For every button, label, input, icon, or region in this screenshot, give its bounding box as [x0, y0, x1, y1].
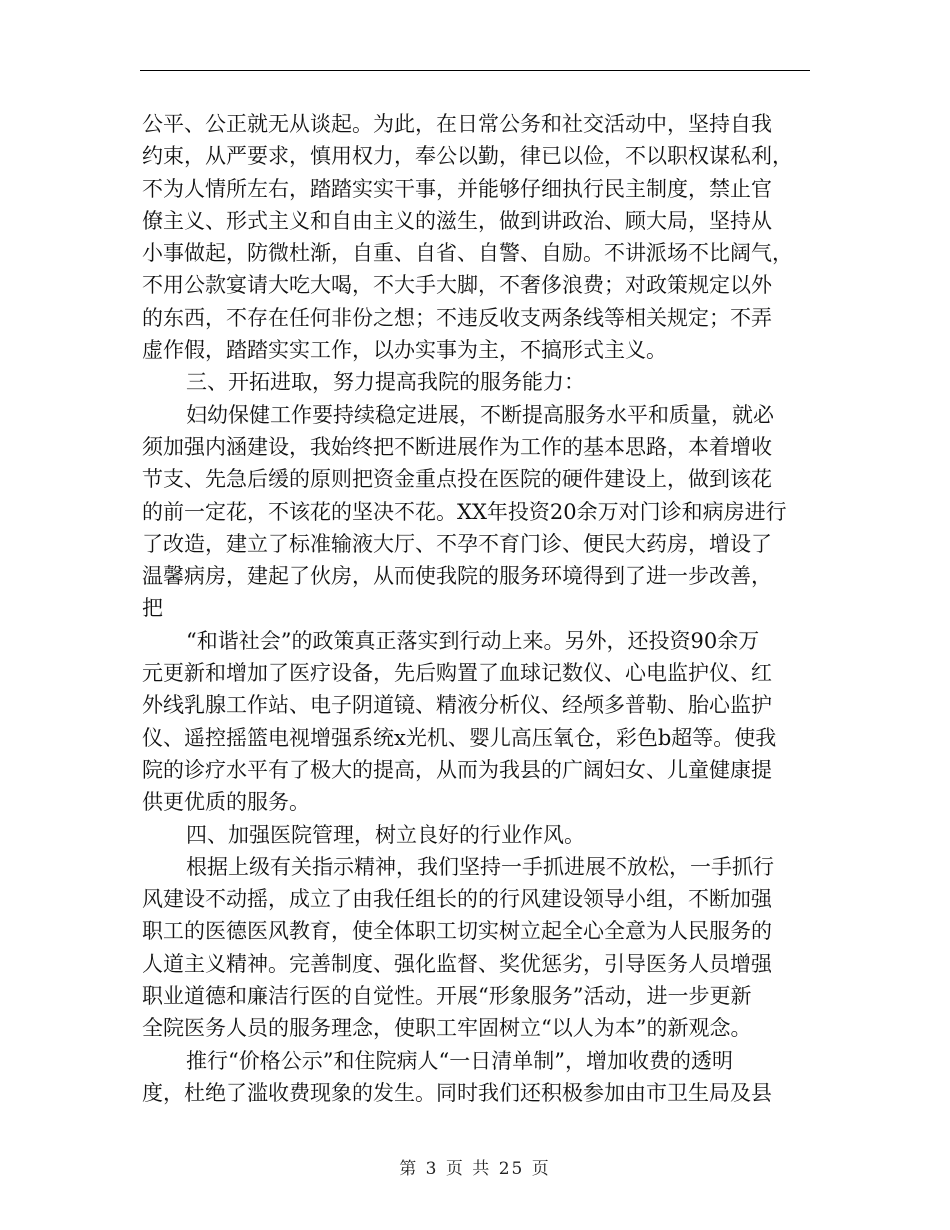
text-line: 供更优质的服务。	[142, 790, 310, 815]
text-line: 仪、遥控摇篮电视增强系统x光机、婴儿高压氧仓，彩色b超等。使我	[142, 725, 777, 750]
text-line: 不用公款宴请大吃大喝，不大手大脚，不奢侈浪费；对政策规定以外	[142, 273, 772, 298]
text-line: 院的诊疗水平有了极大的提高，从而为我县的广阔妇女、儿童健康提	[142, 757, 772, 782]
text-line: 公平、公正就无从谈起。为此，在日常公务和社交活动中，坚持自我	[142, 112, 772, 136]
document-body	[142, 108, 810, 1109]
text-line: 推行“价格公示”和住院病人“一日清单制”，增加收费的透明	[186, 1048, 733, 1073]
text-line: 不为人情所左右，踏踏实实干事，并能够仔细执行民主制度，禁止官	[142, 176, 772, 201]
text-line: 的东西，不存在任何非份之想；不违反收支两条线等相关规定；不弄	[142, 305, 772, 330]
header-rule	[140, 70, 810, 71]
text-line: 虚作假，踏踏实实工作，以办实事为主，不搞形式主义。	[142, 338, 667, 363]
text-line: 风建设不动摇，成立了由我任组长的的行风建设领导小组，不断加强	[142, 887, 772, 912]
text-line: “和谐社会”的政策真正落实到行动上来。另外，还投资90余万	[186, 628, 760, 653]
text-line: 度，杜绝了滥收费现象的发生。同时我们还积极参加由市卫生局及县	[142, 1080, 772, 1105]
text-line: 职工的医德医风教育，使全体职工切实树立起全心全意为人民服务的	[142, 919, 772, 944]
text-line: 了改造，建立了标准输液大厅、不孕不育门诊、便民大药房，增设了	[142, 531, 772, 556]
text-line: 人道主义精神。完善制度、强化监督、奖优惩劣，引导医务人员增强	[142, 951, 772, 976]
text-line: 元更新和增加了医疗设备，先后购置了血球记数仪、心电监护仪、红	[142, 661, 772, 686]
text-line: 温馨病房，建起了伙房，从而使我院的服务环境得到了进一步改善，	[142, 564, 772, 589]
text-line: 节支、先急后缓的原则把资金重点投在医院的硬件建设上，做到该花	[142, 467, 772, 492]
text-line: 妇幼保健工作要持续稳定进展，不断提高服务水平和质量，就必	[186, 402, 774, 427]
text-line: 把	[142, 596, 163, 621]
page-footer: 第 3 页 共 25 页	[399, 1159, 551, 1179]
text-line: 四、加强医院管理，树立良好的行业作风。	[186, 822, 585, 847]
text-line: 外线乳腺工作站、电子阴道镜、精液分析仪、经颅多普勒、胎心监护	[142, 693, 772, 718]
text-line: 职业道德和廉洁行医的自觉性。开展“形象服务”活动，进一步更新	[142, 984, 752, 1009]
text-line: 的前一定花，不该花的坚决不花。XX年投资20余万对门诊和病房进行	[142, 499, 787, 524]
text-line: 约束，从严要求，慎用权力，奉公以勤，律已以俭，不以职权谋私利，	[142, 144, 793, 169]
text-line: 须加强内涵建设，我始终把不断进展作为工作的基本思路，本着增收	[142, 434, 772, 459]
text-line: 僚主义、形式主义和自由主义的滋生，做到讲政治、顾大局，坚持从	[142, 208, 772, 233]
text-line: 根据上级有关指示精神，我们坚持一手抓进展不放松，一手抓行	[186, 854, 774, 879]
text-line: 三、开拓进取，努力提高我院的服务能力：	[186, 370, 585, 395]
text-line: 小事做起，防微杜渐，自重、自省、自警、自励。不讲派场不比阔气，	[142, 241, 793, 266]
text-line: 全院医务人员的服务理念，使职工牢固树立“以人为本”的新观念。	[142, 1016, 752, 1041]
